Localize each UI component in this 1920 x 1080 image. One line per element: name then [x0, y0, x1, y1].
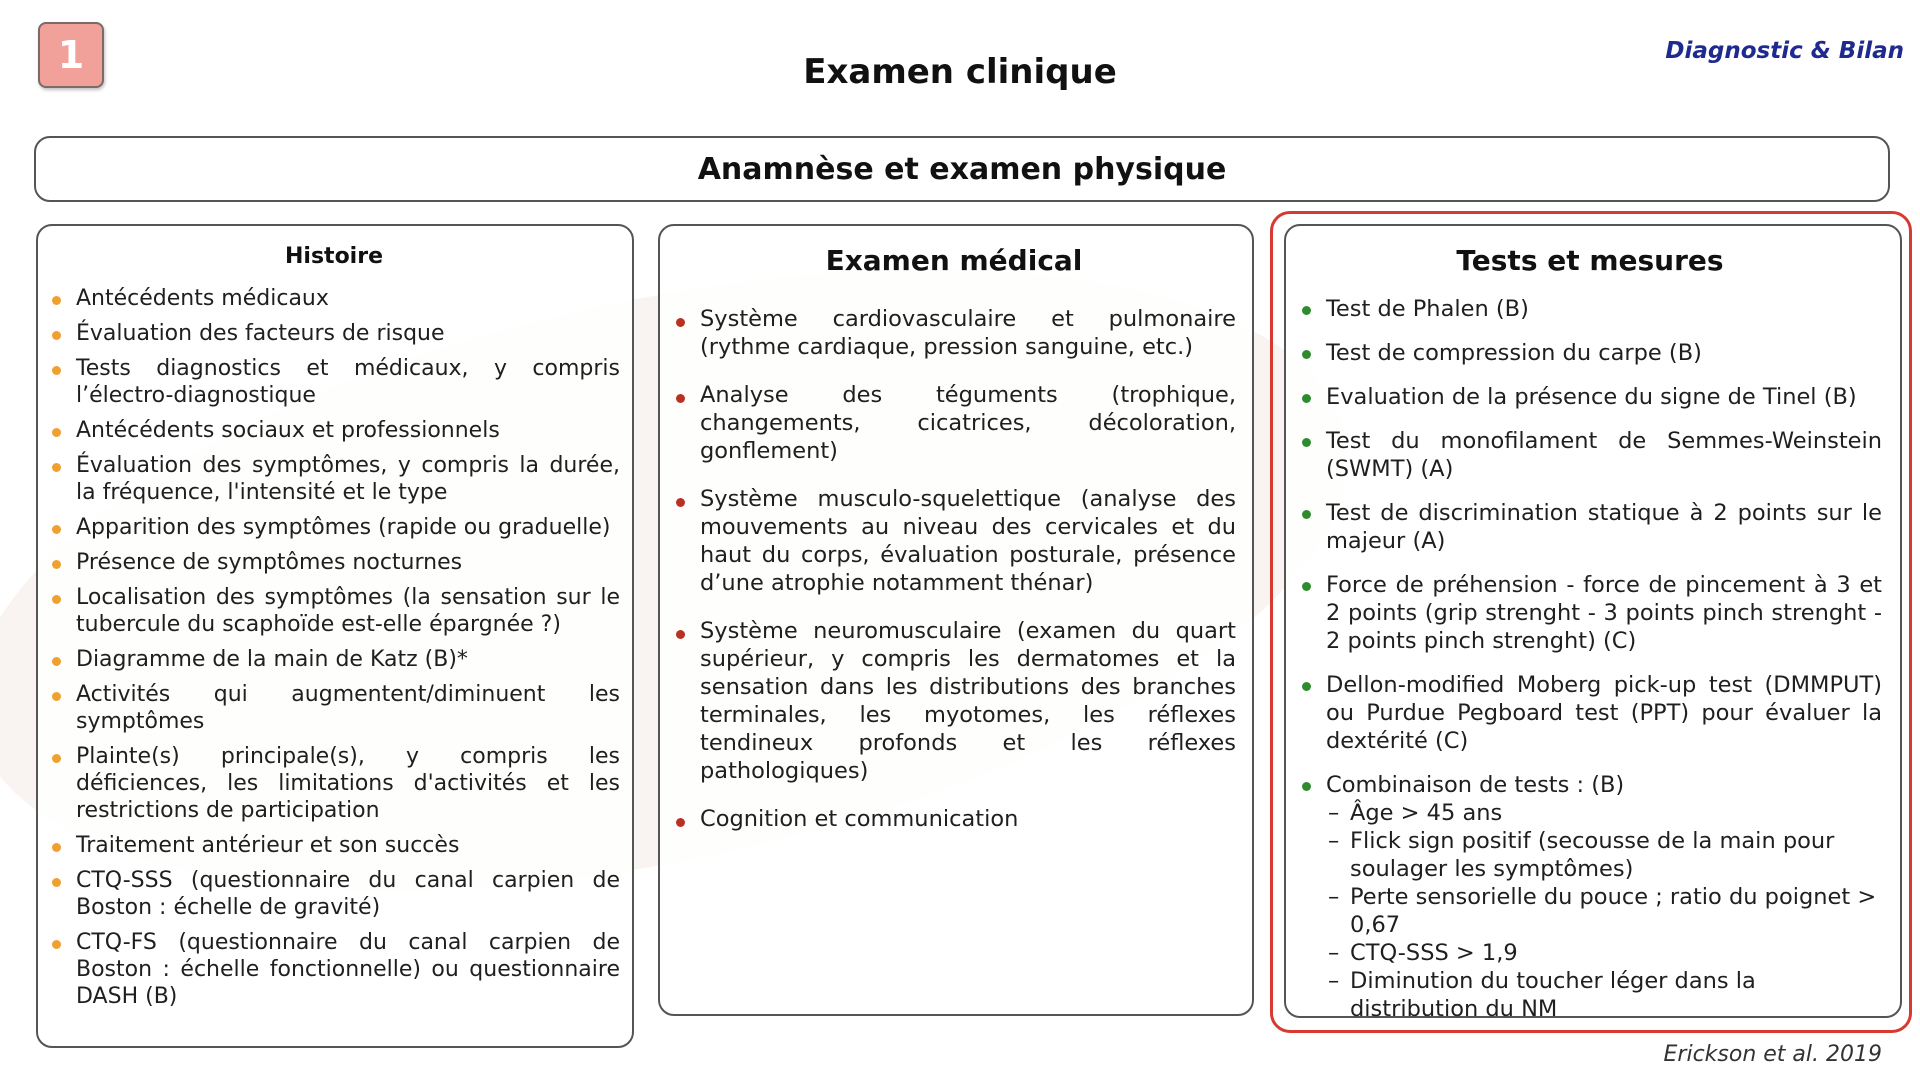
bullet-icon — [52, 595, 61, 604]
dash-icon: – — [1328, 828, 1340, 854]
sub-list-item-text: Diminution du toucher léger dans la distribution du NM — [1350, 968, 1756, 1022]
page-title: Examen clinique — [803, 52, 1117, 92]
list-item — [48, 549, 620, 576]
sub-list-item — [1326, 799, 1882, 827]
list-item — [48, 514, 620, 541]
list-item — [48, 929, 620, 1010]
panel-title-histoire: Histoire — [285, 244, 383, 269]
bullet-icon — [1302, 350, 1311, 359]
bullet-icon — [676, 318, 685, 327]
list-item-text: Test de compression du carpe (B) — [1326, 340, 1702, 366]
sub-list-item — [1326, 883, 1882, 939]
list-item — [48, 355, 620, 409]
list-item — [1298, 383, 1882, 411]
panel-title-examen-medical: Examen médical — [825, 244, 1083, 277]
list-item-text: Dellon-modified Moberg pick-up test (DMMPUT) ou Purdue Pegboard test (PPT) pour évaluer la dextérité (C) — [1326, 672, 1882, 754]
list-item — [48, 285, 620, 312]
bullet-icon — [1302, 582, 1311, 591]
bullet-icon — [52, 331, 61, 340]
list-item-text: Activités qui augmentent/diminuent les symptômes — [76, 682, 620, 734]
dash-icon: – — [1328, 940, 1340, 966]
bullet-icon — [52, 692, 61, 701]
list-item — [672, 305, 1236, 361]
list-item-text: Évaluation des facteurs de risque — [76, 321, 445, 346]
list-item-text: Combinaison de tests : (B) — [1326, 772, 1625, 798]
list-item — [48, 452, 620, 506]
list-item-text: Système musculo-squelettique (analyse des mouvements au niveau des cervicales et du haut du corps, évaluation posturale, présence d’une atrophie notamment thénar) — [700, 486, 1236, 596]
list-item — [48, 320, 620, 347]
bullet-icon — [52, 296, 61, 305]
bullet-icon — [676, 498, 685, 507]
sub-list-item-text: Perte sensorielle du pouce ; ratio du poignet > 0,67 — [1350, 884, 1877, 938]
bullet-icon — [1302, 306, 1311, 315]
list-item — [672, 485, 1236, 597]
bullet-icon — [52, 525, 61, 534]
sub-list-item — [1326, 939, 1882, 967]
list-item-text: CTQ-FS (questionnaire du canal carpien de Boston : échelle fonctionnelle) ou questionnaire DASH (B) — [76, 930, 620, 1009]
list-item — [1298, 295, 1882, 323]
list-item — [48, 867, 620, 921]
dash-icon: – — [1328, 800, 1340, 826]
examen-medical-panel — [658, 224, 1254, 1016]
list-item — [48, 584, 620, 638]
bullet-icon — [676, 630, 685, 639]
sub-list-item-text: Flick sign positif (secousse de la main pour soulager les symptômes) — [1350, 828, 1835, 882]
list-item — [672, 617, 1236, 785]
list-item-text: Apparition des symptômes (rapide ou graduelle) — [76, 515, 611, 540]
section-banner: Anamnèse et examen physique — [34, 136, 1890, 202]
examen-medical-list — [672, 305, 1236, 833]
bullet-icon — [676, 818, 685, 827]
list-item-text: Localisation des symptômes (la sensation sur le tubercule du scaphoïde est-elle épargnée ?) — [76, 585, 620, 637]
list-item-text: Évaluation des symptômes, y compris la durée, la fréquence, l'intensité et le type — [76, 453, 620, 505]
bullet-icon — [52, 657, 61, 666]
list-item-text: Traitement antérieur et son succès — [76, 833, 460, 858]
list-item-text: Système cardiovasculaire et pulmonaire (rythme cardiaque, pression sanguine, etc.) — [700, 306, 1236, 360]
list-item — [1298, 571, 1882, 655]
sub-list-item — [1326, 967, 1882, 1023]
bullet-icon — [1302, 438, 1311, 447]
bullet-icon — [52, 366, 61, 375]
section-tag: Diagnostic & Bilan — [1665, 38, 1904, 64]
citation: Erickson et al. 2019 — [1663, 1042, 1882, 1067]
list-item-text: Test de Phalen (B) — [1326, 296, 1529, 322]
list-item — [1298, 427, 1882, 483]
dash-icon: – — [1328, 884, 1340, 910]
tests-mesures-list — [1298, 295, 1882, 1023]
list-item — [1298, 671, 1882, 755]
tests-mesures-panel — [1284, 224, 1902, 1022]
panel-title-tests-mesures: Tests et mesures — [1456, 244, 1724, 277]
bullet-icon — [52, 428, 61, 437]
bullet-icon — [1302, 394, 1311, 403]
list-item-text: Antécédents sociaux et professionnels — [76, 418, 500, 443]
list-item-text: Force de préhension - force de pincement à 3 et 2 points (grip strenght - 3 points pinch strenght - 2 points pinch strenght) (C) — [1326, 572, 1882, 654]
list-item-text: Système neuromusculaire (examen du quart supérieur, y compris les dermatomes et la sensation dans les distributions des branches terminales, les myotomes, les réflexes tendineux profonds et les réflexes pathologiques) — [700, 618, 1236, 784]
list-item-text: Diagramme de la main de Katz (B)* — [76, 647, 468, 672]
list-item-text: Cognition et communication — [700, 806, 1019, 832]
list-item — [48, 646, 620, 673]
bullet-icon — [52, 463, 61, 472]
bullet-icon — [1302, 782, 1311, 791]
bullet-icon — [1302, 682, 1311, 691]
list-item-text: Test de discrimination statique à 2 points sur le majeur (A) — [1326, 500, 1882, 554]
list-item-text: CTQ-SSS (questionnaire du canal carpien de Boston : échelle de gravité) — [76, 868, 620, 920]
list-item — [1298, 771, 1882, 1023]
list-item — [672, 381, 1236, 465]
bullet-icon — [52, 560, 61, 569]
histoire-list — [48, 285, 620, 1010]
sub-list-item — [1326, 827, 1882, 883]
bullet-icon — [52, 940, 61, 949]
dash-icon: – — [1328, 968, 1340, 994]
list-item-text: Antécédents médicaux — [76, 286, 329, 311]
bullet-icon — [52, 878, 61, 887]
list-item-text: Test du monofilament de Semmes-Weinstein (SWMT) (A) — [1326, 428, 1882, 482]
list-item-text: Présence de symptômes nocturnes — [76, 550, 463, 575]
list-item — [1298, 499, 1882, 555]
bullet-icon — [52, 843, 61, 852]
bullet-icon — [1302, 510, 1311, 519]
bullet-icon — [52, 754, 61, 763]
list-item-text: Tests diagnostics et médicaux, y compris l’électro-diagnostique — [76, 356, 620, 408]
list-item — [672, 805, 1236, 833]
list-item — [1298, 339, 1882, 367]
list-item-text: Plainte(s) principale(s), y compris les déficiences, les limitations d'activités et les restrictions de participation — [76, 744, 620, 823]
list-item — [48, 417, 620, 444]
list-item — [48, 832, 620, 859]
list-item-text: Analyse des téguments (trophique, changements, cicatrices, décoloration, gonflement) — [700, 382, 1236, 464]
bullet-icon — [676, 394, 685, 403]
list-item — [48, 681, 620, 735]
histoire-panel — [36, 224, 634, 1048]
list-item-text: Evaluation de la présence du signe de Tinel (B) — [1326, 384, 1857, 410]
sub-list-item-text: Âge > 45 ans — [1350, 800, 1503, 826]
list-item — [48, 743, 620, 824]
sub-list-item-text: CTQ-SSS > 1,9 — [1350, 940, 1518, 966]
sub-list — [1326, 799, 1882, 1023]
slide-number-badge: 1 — [38, 22, 104, 88]
